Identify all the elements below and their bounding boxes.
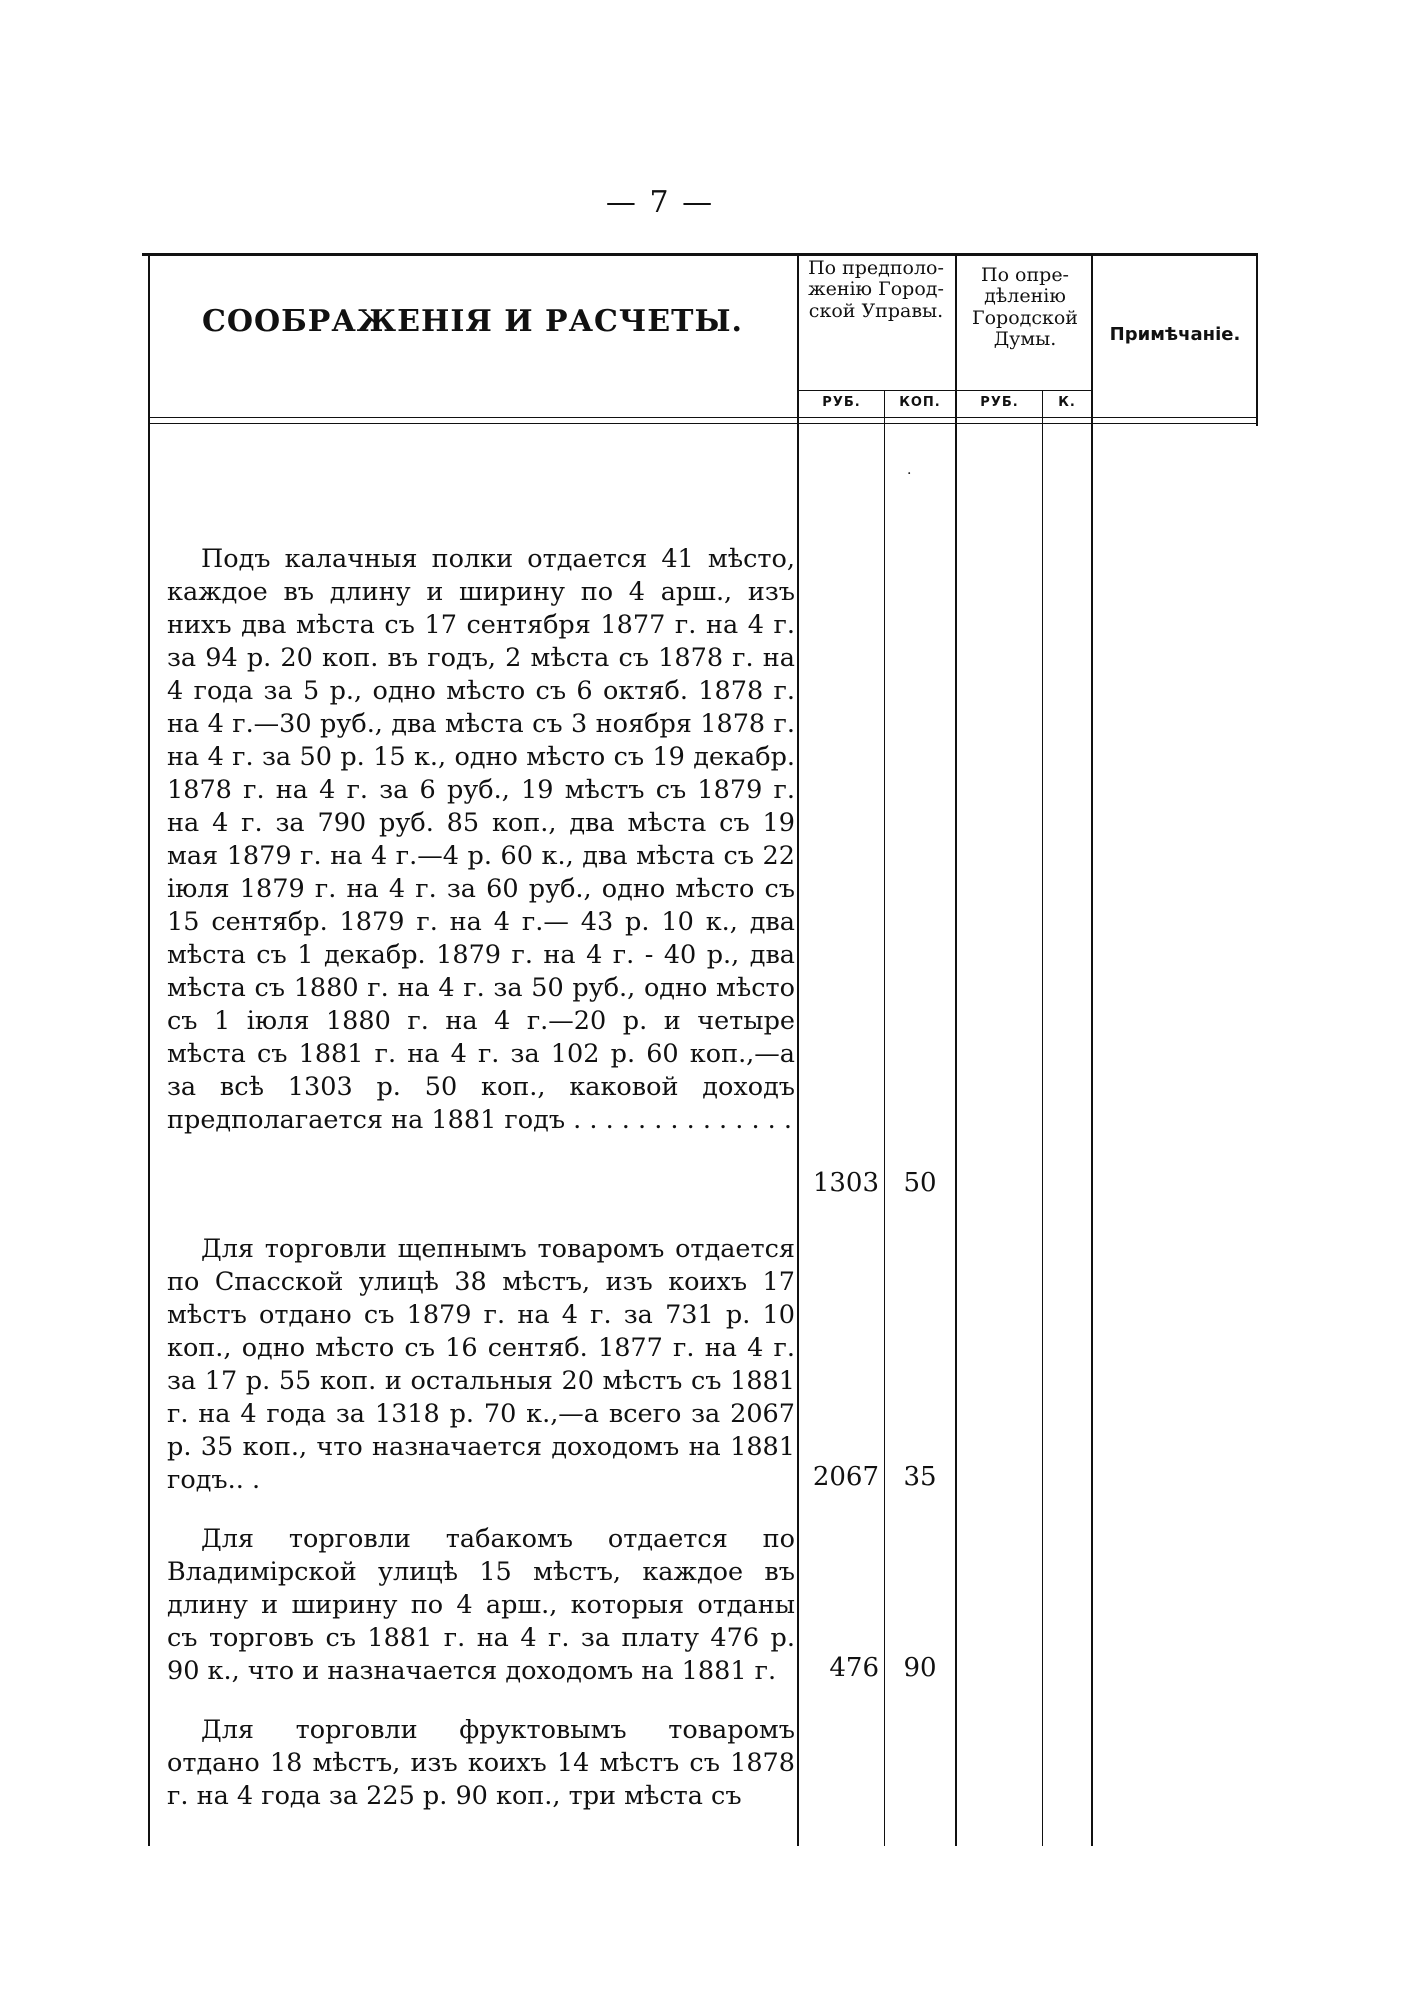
entry-kop: 90	[903, 1653, 937, 1683]
entry-rub: 1303	[812, 1168, 879, 1198]
subheader-k: К.	[1058, 395, 1076, 410]
entry-rub: 476	[829, 1653, 879, 1683]
col-divider-rub-kop	[884, 391, 885, 1846]
entry-text: Подъ калачныя полки отдается 41 мѣсто, каждое въ длину и ширину по 4 арш., изъ нихъ два мѣста съ 17 сентября 1877 г. на 4 г. за 94 р. 20 коп. въ годъ, 2 мѣста съ 1878 г. на 4 года за 5 р., одно мѣсто съ 6 октяб. 1878 г. на 4 г.—30 руб., два мѣста съ 3 ноября 1878 г. на 4 г. за 50 р. 15 к., одно мѣсто съ 19 декабр. 1878 г. на 4 г. за 6 руб., 19 мѣстъ съ 1879 г. на 4 г. за 790 руб. 85 коп., два мѣста съ 19 мая 1879 г. на 4 г.—4 р. 60 к., два мѣста съ 22 іюля 1879 г. на 4 г. за 60 руб., одно мѣсто съ 15 сентябр. 1879 г. на 4 г.— 43 р. 10 к., два мѣста съ 1 декабр. 1879 г. на 4 г. - 40 р., два мѣста съ 1880 г. на 4 г. за 50 руб., одно мѣсто съ 1 іюля 1880 г. на 4 г.—20 р. и четыре мѣста съ 1881 г. на 4 г. за 102 р. 60 коп.,—а за всѣ 1303 р. 50 коп., каковой доходъ предполагается на 1881 годъ . . . . . . . . . . . . . .	[167, 544, 795, 1135]
column-header-note: Примѣчаніе.	[1109, 324, 1241, 345]
column-header-main: СООБРАЖЕНІЯ И РАСЧЕТЫ.	[201, 304, 743, 339]
entry-text: Для торговли щепнымъ товаромъ отдается по Спасской улицѣ 38 мѣстъ, изъ коихъ 17 мѣстъ отдано съ 1879 г. на 4 г. за 731 р. 10 коп., одно мѣсто съ 16 сентяб. 1877 г. на 4 г. за 17 р. 55 коп. и остальныя 20 мѣстъ съ 1881 г. на 4 года за 1318 р. 70 к.,—а всего за 2067 р. 35 коп., что назначается доходомъ на 1881 годъ.. .	[167, 1234, 795, 1495]
header-subrow-divider	[798, 390, 1091, 391]
entry-text: Для торговли табакомъ отдается по Владимірской улицѣ 15 мѣстъ, каждое въ длину и ширину по 4 арш., которыя отданы съ торговъ съ 1881 г. на 4 г. за плату 476 р. 90 к., что и назначается доходомъ на 1881 г.	[167, 1524, 795, 1686]
page-number: — 7 —	[605, 185, 715, 220]
stray-dot: ·	[907, 466, 912, 482]
entry-text: Для торговли фруктовымъ товаромъ отдано 18 мѣстъ, изъ коихъ 14 мѣстъ съ 1878 г. на 4 года за 225 р. 90 коп., три мѣста съ	[167, 1715, 795, 1811]
col-divider-duma-note	[1091, 256, 1093, 1846]
table-left-border	[148, 256, 150, 1846]
subheader-kop: КОП.	[899, 395, 941, 410]
col-divider-uprava-duma	[955, 256, 957, 1846]
column-header-uprava: По предполо-женію Город-ской Управы.	[808, 257, 944, 322]
col-divider-rub2-k	[1042, 391, 1043, 1846]
entry-kop: 35	[903, 1462, 937, 1492]
entry-rub: 2067	[812, 1462, 879, 1492]
subheader-rub2: РУБ.	[980, 395, 1019, 410]
column-header-duma: По опре-дѣленію Городской Думы.	[972, 264, 1078, 350]
table-right-border	[1256, 256, 1258, 426]
col-divider-text	[797, 256, 799, 1846]
entry-kop: 50	[903, 1168, 937, 1198]
subheader-rub: РУБ.	[822, 395, 861, 410]
